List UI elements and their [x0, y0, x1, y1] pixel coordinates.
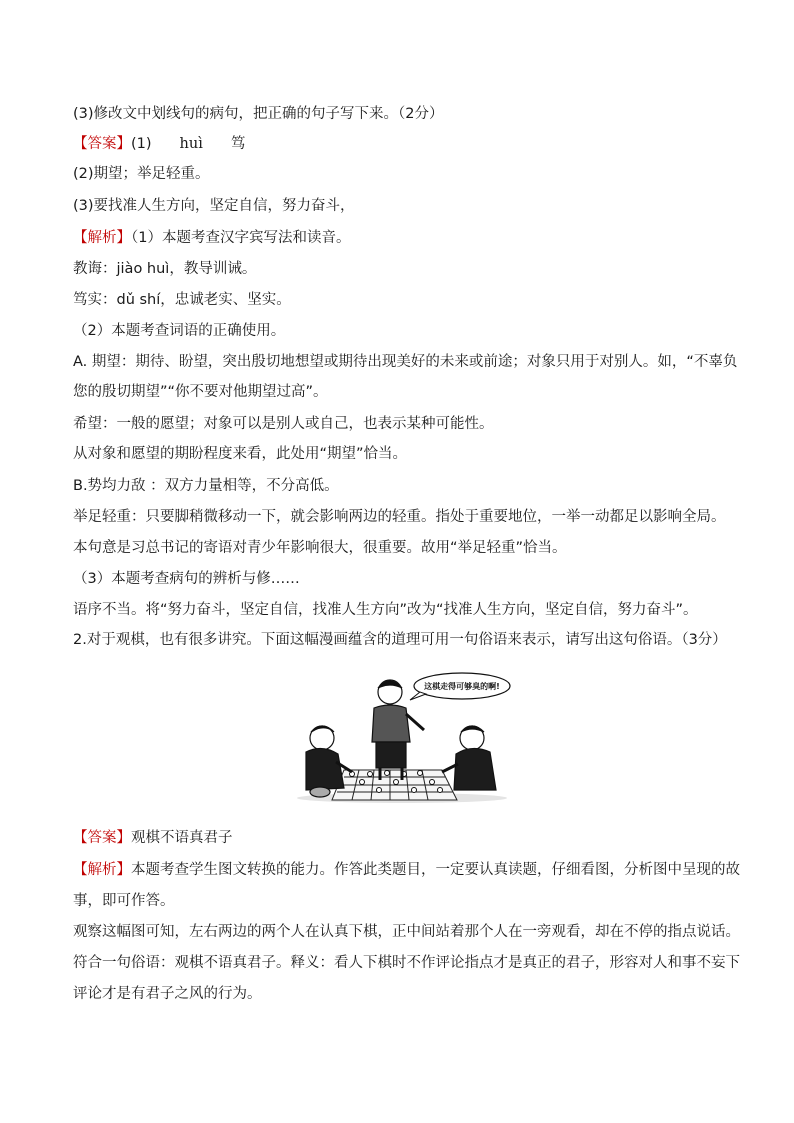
answer-q2-tag: 【答案】 — [73, 830, 131, 846]
analysis-line-1 — [73, 228, 723, 248]
answer-line-3: (3)要找准人生方向，坚定自信，努力奋斗， — [73, 198, 355, 214]
analysis-q2-line-1 — [73, 860, 740, 880]
xiwang-line: 希望：一般的愿望；对象可以是别人或自己，也表示某种可能性。 — [73, 416, 494, 432]
fuhe-line-2: 评论才是有君子之风的行为。 — [73, 986, 262, 1002]
answer-line-2: (2)期望；举足轻重。 — [73, 166, 210, 182]
analysis-tag: 【解析】 — [73, 230, 131, 246]
answer-1-pinyin: huì — [179, 136, 203, 152]
analysis-3-line: （3）本题考查病句的辨析与修…… — [73, 571, 300, 587]
right-player — [442, 726, 496, 790]
answer-1-char: 笃 — [230, 136, 246, 152]
q2-prompt: 2.对于观棋，也有很多讲究。下面这幅漫画蕴含的道理可用一句俗语来表示，请写出这句俗语。（3分） — [73, 632, 727, 648]
analysis-q2-tag: 【解析】 — [73, 862, 131, 878]
fuhe-line-1: 符合一句俗语：观棋不语真君子。释义：看人下棋时不作评论指点才是真正的君子，形容对人和事不妄下 — [73, 955, 740, 971]
analysis-q2-text-1: 本题考查学生图文转换的能力。作答此类题目，一定要认真读题，仔细看图，分析图中呈现的故 — [131, 862, 740, 878]
analysis-2-line: （2）本题考查词语的正确使用。 — [73, 323, 286, 339]
q3-prompt: (3)修改文中划线句的病句，把正确的句子写下来。（2分） — [73, 106, 444, 122]
chess-cartoon-image — [292, 670, 512, 805]
speech-bubble — [410, 673, 510, 700]
speech-bubble-text: 这棋走得可够臭的啊! — [424, 682, 500, 691]
answer-q2-text: 观棋不语真君子 — [131, 830, 233, 846]
answer-line-1 — [73, 134, 723, 154]
item-a-line-2: 您的殷切期望”“你不要对他期望过高”。 — [73, 384, 328, 400]
analysis-q2-line-2: 事，即可作答。 — [73, 893, 175, 909]
answer-tag: 【答案】 — [73, 136, 131, 152]
answer-q2-line — [73, 828, 723, 848]
conclusion-a-line: 从对象和愿望的期盼程度来看，此处用“期望”恰当。 — [73, 446, 408, 462]
juzu-line: 举足轻重：只要脚稍微移动一下，就会影响两边的轻重。指处于重要地位，一举一动都足以影响全局。 — [73, 509, 726, 525]
analysis-1-text: （1）本题考查汉字宾写法和读音。 — [131, 230, 351, 246]
jiaohui-line: 教诲：jiào huì，教导训诫。 — [73, 261, 257, 277]
item-a-line-1: A. 期望：期待、盼望，突出殷切地想望或期待出现美好的未来或前途；对象只用于对别人。如，“不辜负 — [73, 354, 738, 370]
answer-1-num: (1) — [131, 136, 152, 152]
yuxu-line: 语序不当。将“努力奋斗，坚定自信，找准人生方向”改为“找准人生方向，坚定自信，努力奋斗”。 — [73, 602, 698, 618]
dushi-line: 笃实：dǔ shí，忠诚老实、坚实。 — [73, 292, 291, 308]
conclusion-b-line: 本句意是习总书记的寄语对青少年影响很大，很重要。故用“举足轻重”恰当。 — [73, 540, 567, 556]
item-b-line: B.势均力敌 ：双方力量相等，不分高低。 — [73, 478, 339, 494]
observe-line: 观察这幅图可知，左右两边的两个人在认真下棋，正中间站着那个人在一旁观看，却在不停的指点说话。 — [73, 924, 740, 940]
